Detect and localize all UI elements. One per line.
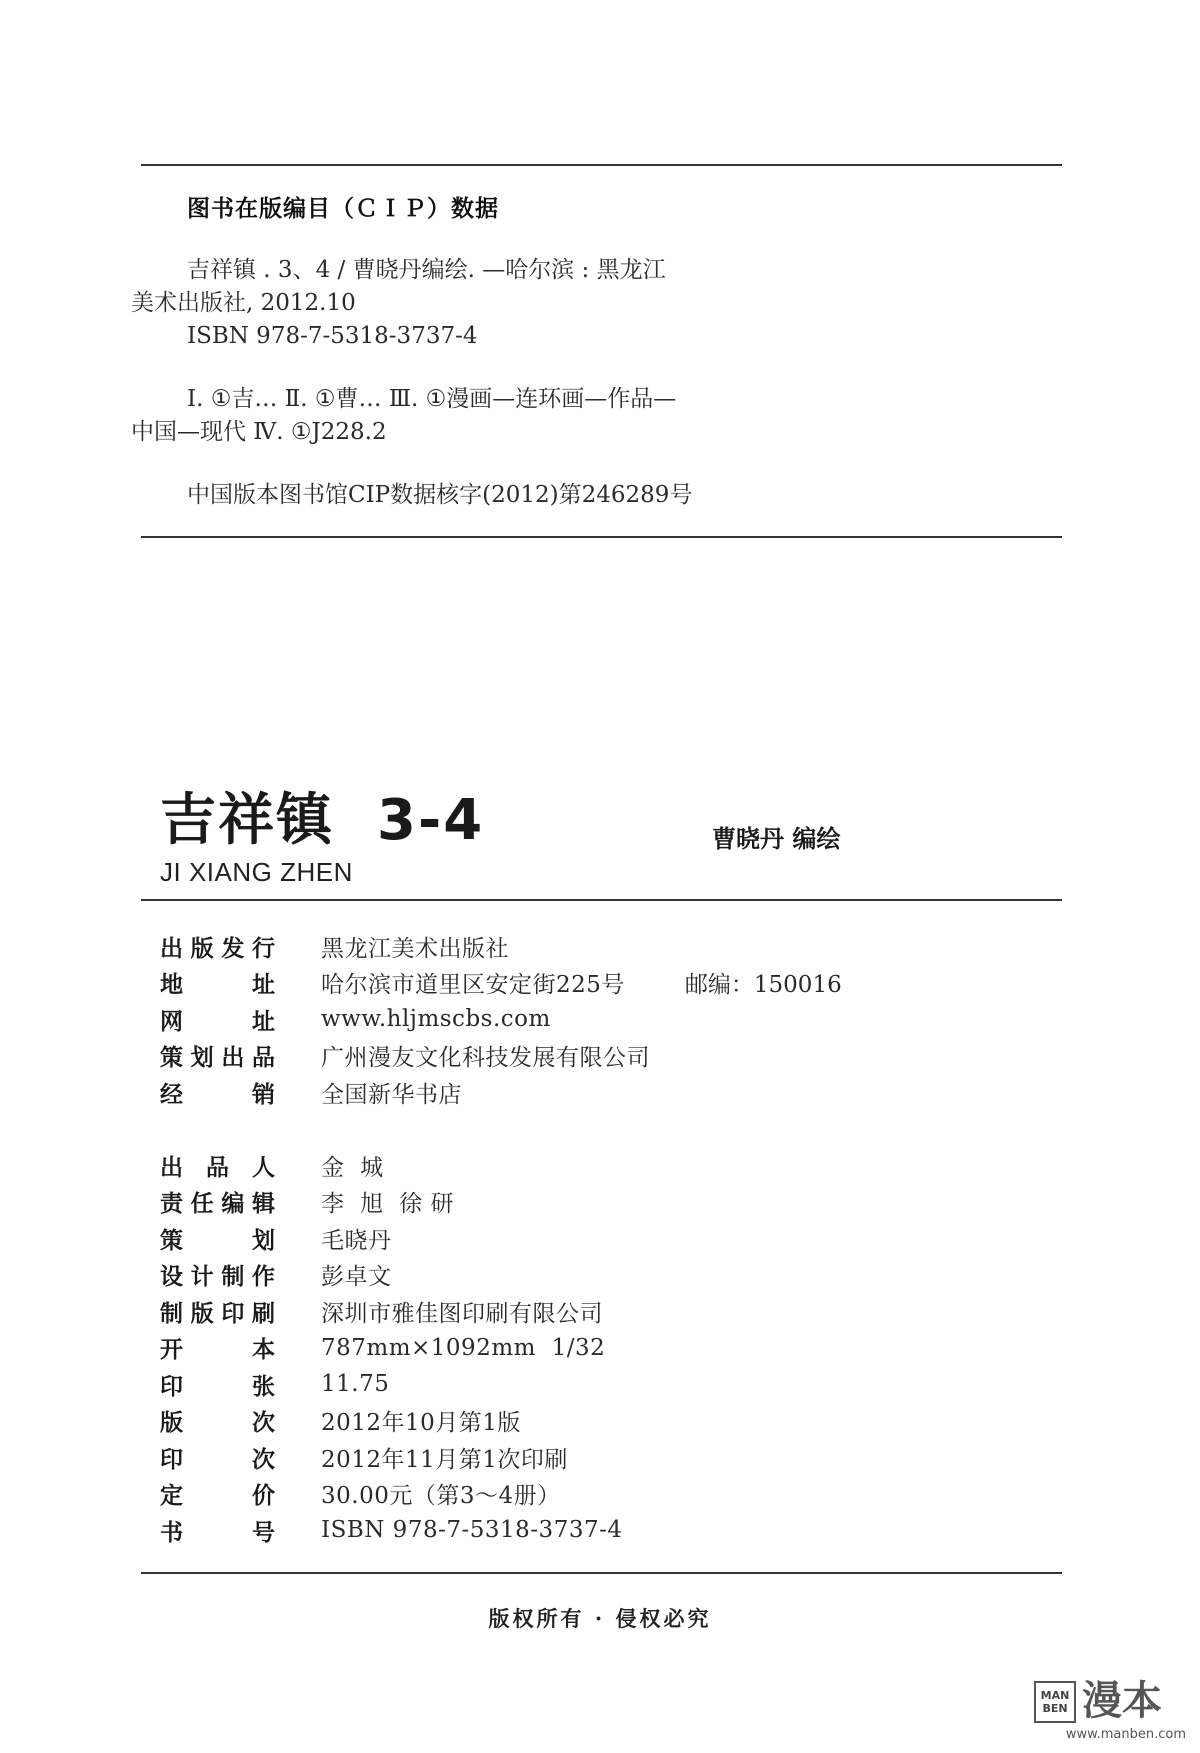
watermark-url: www.manben.com: [1065, 1727, 1186, 1742]
info-row: [160, 1293, 1000, 1330]
watermark-brand: 漫本: [1082, 1678, 1162, 1724]
info-label: [160, 1331, 275, 1364]
info-label-char: 人: [252, 1154, 275, 1181]
info-row: [160, 965, 1000, 1002]
info-label-char: 价: [252, 1483, 275, 1510]
info-label-char: 制: [160, 1300, 183, 1327]
info-row: [160, 1366, 1000, 1403]
info-label-char: 出: [221, 1045, 245, 1072]
info-value: 彭卓文: [321, 1264, 392, 1291]
info-value: 哈尔滨市道里区安定街225号: [321, 972, 625, 999]
manben-watermark: [1034, 1675, 1186, 1745]
info-row: [160, 1038, 1000, 1075]
info-label-char: 品: [251, 1045, 275, 1072]
info-label-char: 计: [190, 1264, 214, 1291]
info-label-char: 作: [251, 1264, 275, 1291]
info-label-char: 责: [160, 1191, 183, 1218]
info-label-char: 张: [252, 1373, 275, 1400]
info-row: [160, 1476, 1000, 1513]
info-label: [160, 1441, 275, 1474]
info-label: [160, 1477, 275, 1510]
info-label-char: 经: [160, 1081, 183, 1108]
info-label-char: 版: [190, 935, 214, 962]
info-label-char: 印: [160, 1373, 183, 1400]
info-label-char: 本: [252, 1337, 275, 1364]
book-subtitle: JI XIANG ZHEN: [160, 857, 353, 887]
info-label-char: 印: [221, 1300, 245, 1327]
info-label-char: 印: [160, 1446, 183, 1473]
info-label: [160, 966, 275, 999]
info-value: 黑龙江美术出版社: [321, 935, 509, 962]
info-label-char: 刷: [251, 1300, 275, 1327]
book-author: 曹晓丹 编绘: [712, 825, 841, 853]
info-label-char: 策: [160, 1227, 183, 1254]
info-label-char: 品: [206, 1154, 229, 1181]
info-label-char: 址: [252, 972, 275, 999]
cip-line: 中国—现代 Ⅳ. ①J228.2: [131, 419, 387, 445]
info-value: ISBN 978-7-5318-3737-4: [321, 1517, 623, 1544]
info-value: www.hljmscbs.com: [321, 1006, 551, 1033]
info-label-char: 策: [160, 1045, 183, 1072]
bottom-divider: [141, 1572, 1062, 1574]
cip-line: ISBN 978-7-5318-3737-4: [187, 323, 478, 349]
info-row: [160, 1184, 1000, 1221]
info-value: 11.75: [321, 1371, 390, 1398]
info-label: [160, 930, 275, 963]
production-info: [160, 1147, 1000, 1549]
info-label-char: 网: [160, 1008, 183, 1035]
info-label-char: 版: [190, 1300, 214, 1327]
info-value: 2012年10月第1版: [321, 1410, 521, 1437]
info-row: [160, 1074, 1000, 1111]
info-label: [160, 1003, 275, 1036]
info-label-char: 任: [190, 1191, 214, 1218]
info-value: 30.00元（第3～4册）: [321, 1483, 561, 1510]
info-label: [160, 1295, 275, 1328]
info-value: 金 城: [321, 1154, 384, 1181]
info-row: [160, 1330, 1000, 1367]
info-row: [160, 928, 1000, 965]
info-row: [160, 1001, 1000, 1038]
info-value: 全国新华书店: [321, 1081, 462, 1108]
cip-heading: 图书在版编目（ＣＩＰ）数据: [187, 196, 499, 222]
cip-line: 美术出版社, 2012.10: [131, 290, 356, 316]
info-label-char: 次: [252, 1410, 275, 1437]
info-value: 787mm×1092mm 1/32: [321, 1334, 606, 1361]
info-label: [160, 1514, 275, 1547]
info-label-char: 设: [160, 1264, 183, 1291]
info-row: [160, 1220, 1000, 1257]
info-label: [160, 1185, 275, 1218]
book-title: 吉祥镇 3-4: [160, 788, 485, 853]
info-label-char: 出: [160, 935, 183, 962]
cip-line: 中国版本图书馆CIP数据核字(2012)第246289号: [187, 482, 693, 508]
info-label-char: 出: [160, 1154, 183, 1181]
info-label-char: 地: [160, 972, 183, 999]
cip-line: Ⅰ. ①吉… Ⅱ. ①曹… Ⅲ. ①漫画—连环画—作品—: [187, 386, 677, 412]
info-label-char: 划: [252, 1227, 275, 1254]
info-label-char: 销: [252, 1081, 275, 1108]
info-label-char: 行: [251, 935, 275, 962]
info-label-char: 辑: [251, 1191, 275, 1218]
info-value: 广州漫友文化科技发展有限公司: [321, 1045, 650, 1072]
postal-code: 邮编：150016: [684, 972, 842, 999]
cip-record: [131, 254, 891, 512]
publisher-info: [160, 928, 1000, 1111]
info-label-char: 定: [160, 1483, 183, 1510]
info-label: [160, 1258, 275, 1291]
info-value: 李 旭 徐 研: [321, 1191, 455, 1218]
info-row: [160, 1512, 1000, 1549]
info-label-char: 次: [252, 1446, 275, 1473]
info-row: [160, 1439, 1000, 1476]
watermark-logo-box: MAN BEN: [1034, 1681, 1076, 1723]
copyright-notice: 版权所有 · 侵权必究: [488, 1606, 712, 1631]
info-label-char: 址: [252, 1008, 275, 1035]
info-value: 2012年11月第1次印刷: [321, 1446, 568, 1473]
info-label-char: 书: [160, 1519, 183, 1546]
info-value: 深圳市雅佳图印刷有限公司: [321, 1300, 603, 1327]
info-row: [160, 1147, 1000, 1184]
info-label-char: 制: [221, 1264, 245, 1291]
info-label-char: 号: [252, 1519, 275, 1546]
info-label-char: 发: [221, 935, 245, 962]
cip-line: 吉祥镇 . 3、4 / 曹晓丹编绘. —哈尔滨 : 黑龙江: [187, 257, 666, 283]
info-label: [160, 1368, 275, 1401]
info-row: [160, 1257, 1000, 1294]
info-value: 毛晓丹: [321, 1227, 392, 1254]
top-divider: [141, 164, 1062, 166]
info-row: [160, 1403, 1000, 1440]
info-label: [160, 1076, 275, 1109]
cip-bottom-divider: [141, 536, 1062, 538]
info-label-char: 划: [190, 1045, 214, 1072]
title-divider: [141, 899, 1062, 901]
info-label-char: 版: [160, 1410, 183, 1437]
info-label-char: 编: [221, 1191, 245, 1218]
info-label-char: 开: [160, 1337, 183, 1364]
info-label: [160, 1222, 275, 1255]
info-label: [160, 1404, 275, 1437]
info-label: [160, 1149, 275, 1182]
info-label: [160, 1039, 275, 1072]
